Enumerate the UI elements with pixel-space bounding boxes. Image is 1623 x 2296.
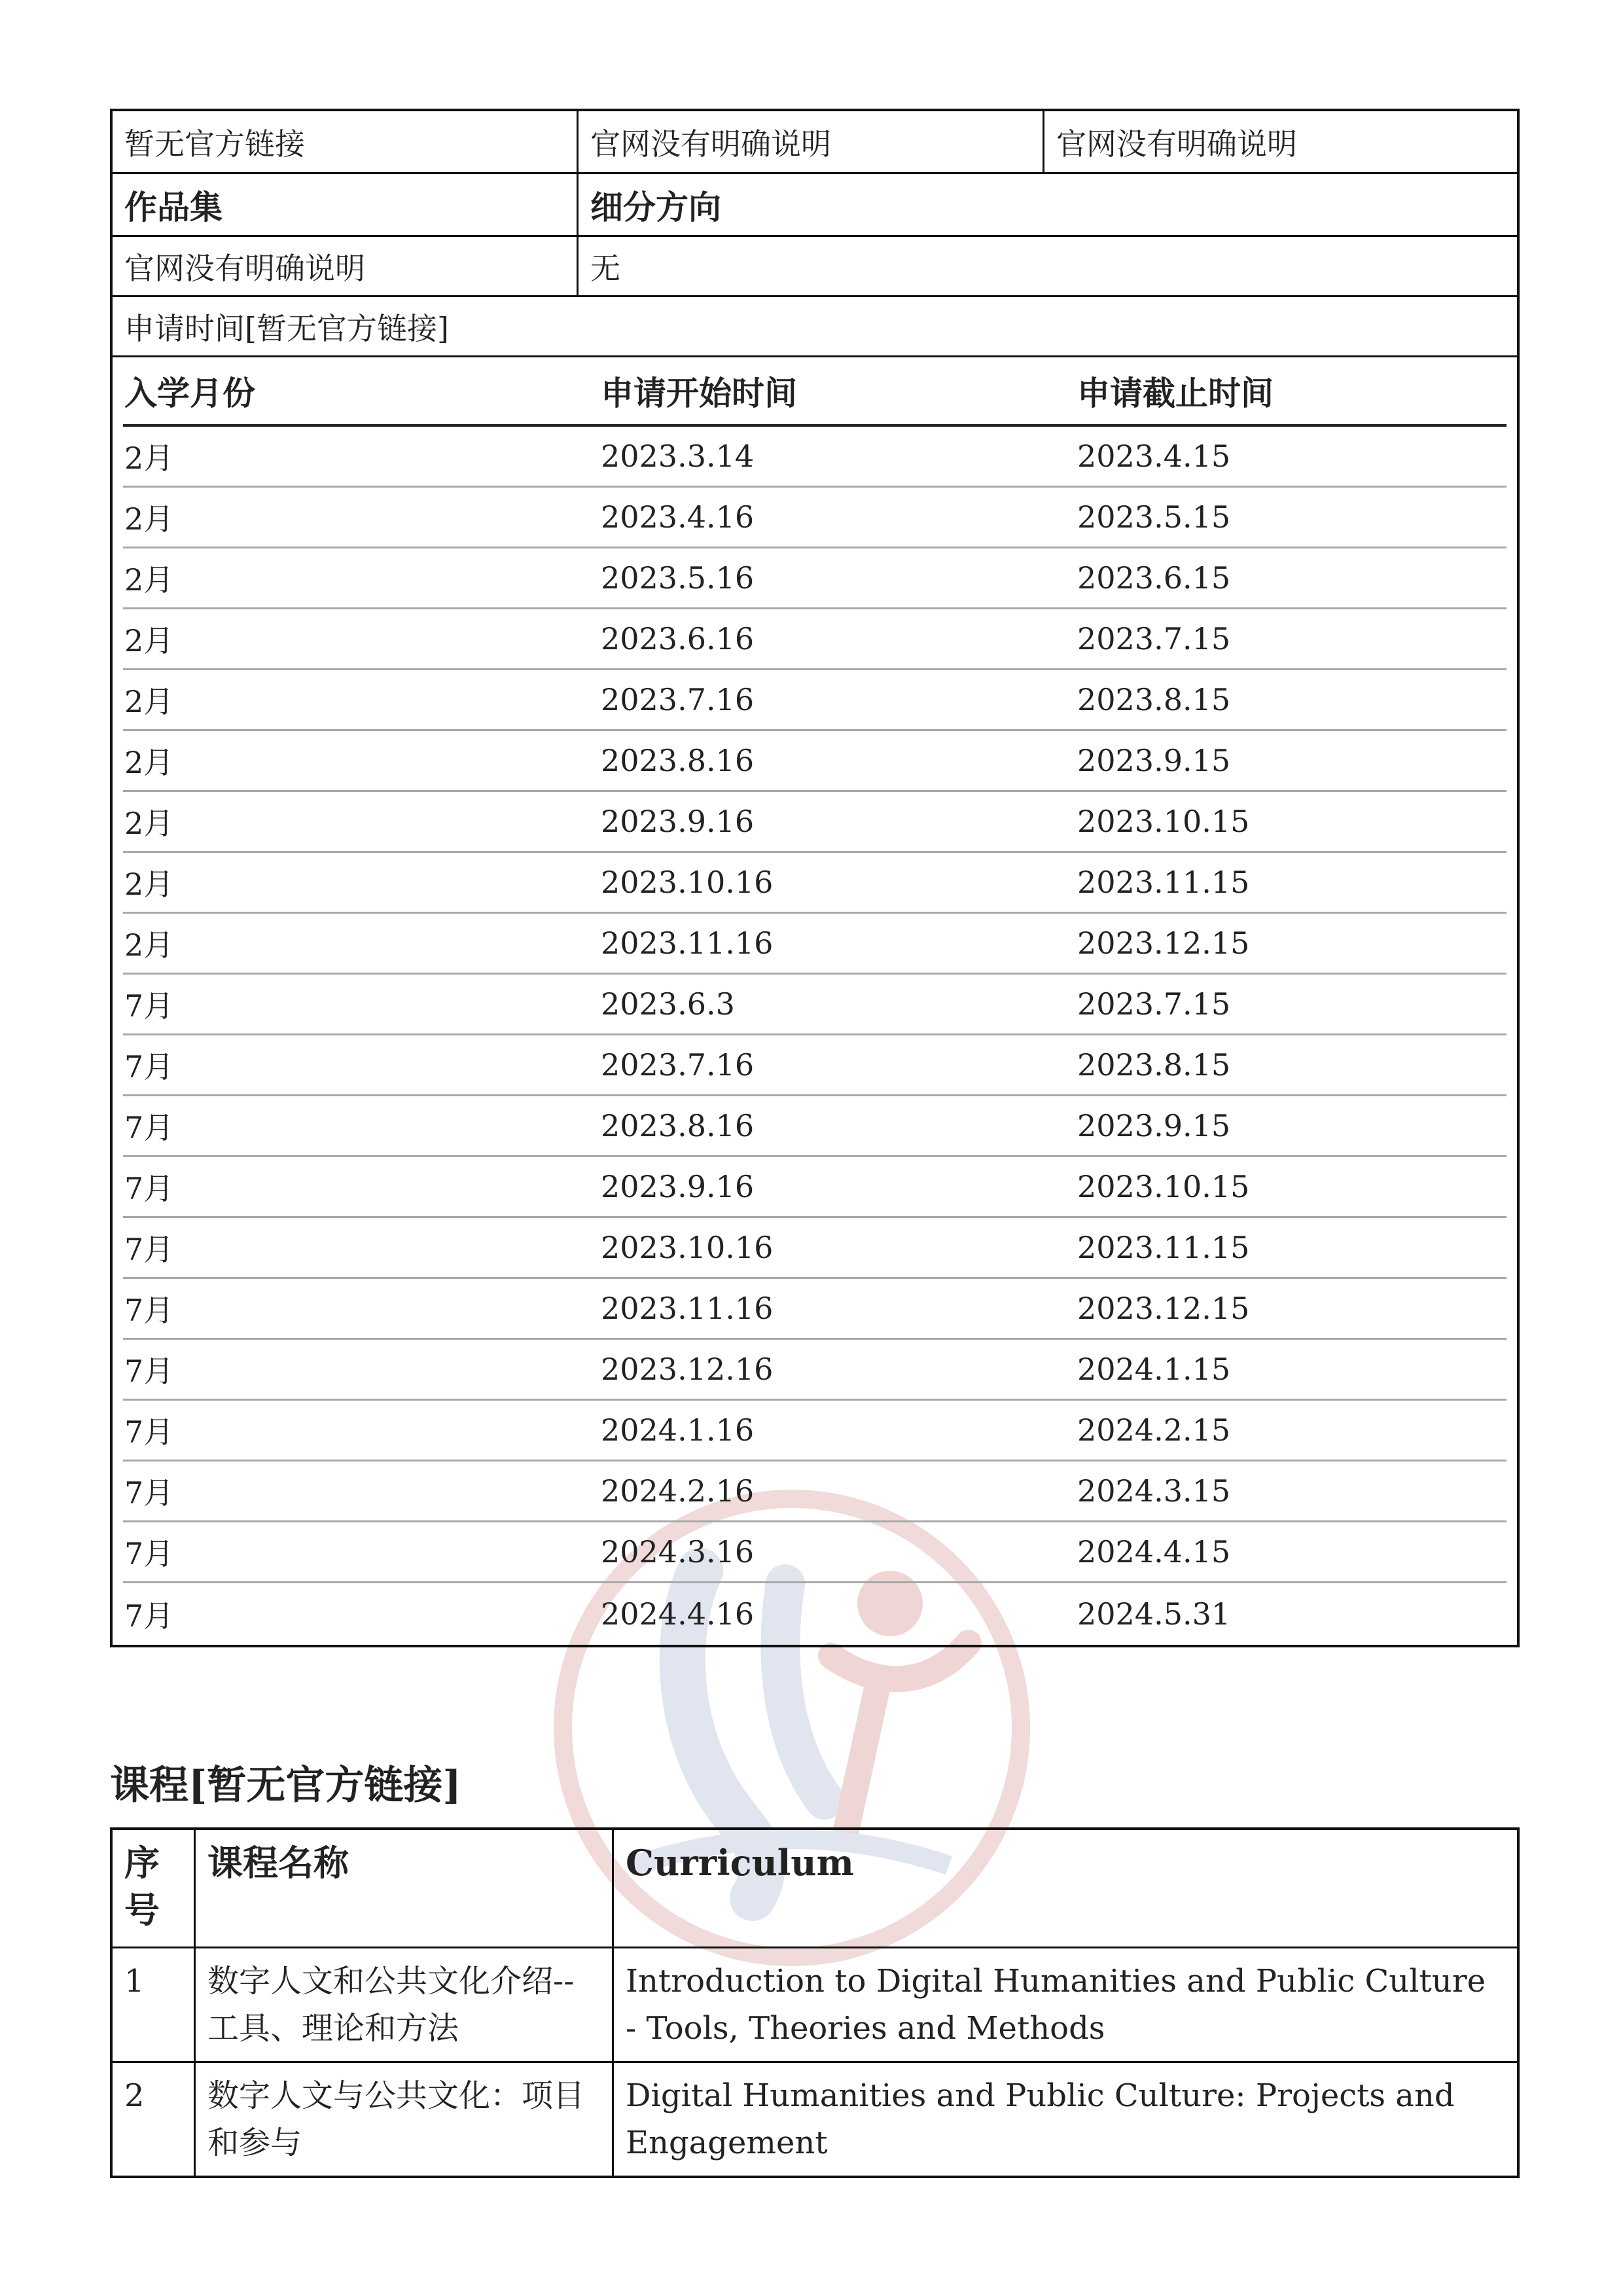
header-start-date: 申请开始时间 — [599, 357, 1076, 425]
start-date: 2023.12.16 — [599, 1338, 1076, 1399]
table-row — [123, 1095, 1507, 1156]
dates-header-row — [123, 357, 1507, 425]
header-intake-month: 入学月份 — [123, 357, 599, 425]
table-row — [123, 425, 1507, 486]
deadline: 2024.4.15 — [1076, 1521, 1507, 1582]
table-row — [123, 1338, 1507, 1399]
deadline: 2023.10.15 — [1076, 791, 1507, 852]
table-row — [123, 791, 1507, 852]
deadline: 2024.2.15 — [1076, 1399, 1507, 1460]
info-header-row — [113, 174, 1517, 237]
start-date: 2023.4.16 — [599, 486, 1076, 547]
intake-month: 7月 — [123, 1095, 599, 1156]
application-dates-wrap — [113, 357, 1517, 1645]
header-index: 序号 — [111, 1829, 195, 1948]
start-date: 2023.7.16 — [599, 669, 1076, 730]
intake-month: 2月 — [123, 486, 599, 547]
deadline: 2023.10.15 — [1076, 1156, 1507, 1217]
table-row — [123, 608, 1507, 669]
info-row — [113, 111, 1517, 174]
course-name-en: Digital Humanities and Public Culture: Projects and Engagement — [613, 2062, 1519, 2178]
table-row — [111, 2062, 1518, 2178]
application-time-row — [113, 297, 1517, 357]
courses-table — [110, 1827, 1520, 2178]
table-row — [123, 1582, 1507, 1645]
course-index: 1 — [111, 1948, 195, 2062]
intake-month: 7月 — [123, 1217, 599, 1278]
course-index: 2 — [111, 2062, 195, 2178]
deadline: 2023.11.15 — [1076, 852, 1507, 912]
table-row — [123, 669, 1507, 730]
intake-month: 7月 — [123, 1278, 599, 1338]
table-row — [123, 973, 1507, 1034]
courses-header-row — [111, 1829, 1518, 1948]
deadline: 2023.9.15 — [1076, 1095, 1507, 1156]
table-row — [123, 1217, 1507, 1278]
start-date: 2023.6.3 — [599, 973, 1076, 1034]
intake-month: 2月 — [123, 912, 599, 973]
table-row — [123, 486, 1507, 547]
start-date: 2023.8.16 — [599, 1095, 1076, 1156]
deadline: 2024.5.31 — [1077, 1596, 1231, 1632]
intake-month: 7月 — [124, 1598, 174, 1634]
deadline: 2023.12.15 — [1076, 912, 1507, 973]
header-curriculum: Curriculum — [613, 1829, 1519, 1948]
deadline: 2023.8.15 — [1076, 669, 1507, 730]
table-row — [123, 912, 1507, 973]
intake-month: 2月 — [123, 669, 599, 730]
program-info-table — [110, 109, 1520, 1647]
table-row — [123, 547, 1507, 608]
header-deadline: 申请截止时间 — [1076, 357, 1507, 425]
course-name-en: Introduction to Digital Humanities and Public Culture - Tools, Theories and Methods — [613, 1948, 1519, 2062]
deadline: 2023.4.15 — [1076, 425, 1507, 486]
deadline: 2024.3.15 — [1076, 1460, 1507, 1521]
start-date: 2024.4.16 — [601, 1596, 755, 1632]
deadline: 2023.6.15 — [1076, 547, 1507, 608]
start-date: 2023.8.16 — [599, 730, 1076, 791]
info-cell: 暂无官方链接 — [113, 111, 579, 172]
table-row — [123, 1399, 1507, 1460]
application-dates-table — [123, 357, 1507, 1645]
specialization-heading: 细分方向 — [590, 187, 721, 226]
intake-month: 7月 — [123, 1460, 599, 1521]
table-row — [123, 852, 1507, 912]
table-row — [123, 1156, 1507, 1217]
application-dates-row — [113, 357, 1517, 1645]
deadline: 2023.8.15 — [1076, 1034, 1507, 1095]
course-name-cn: 数字人文和公共文化介绍--工具、理论和方法 — [195, 1948, 613, 2062]
deadline: 2024.1.15 — [1076, 1338, 1507, 1399]
intake-month: 7月 — [123, 1034, 599, 1095]
specialization-value: 无 — [590, 250, 620, 286]
portfolio-value: 官网没有明确说明 — [113, 237, 579, 295]
info-row — [113, 237, 1517, 297]
intake-month: 7月 — [123, 973, 599, 1034]
deadline: 2023.12.15 — [1076, 1278, 1507, 1338]
start-date: 2023.11.16 — [599, 912, 1076, 973]
table-row — [123, 1278, 1507, 1338]
intake-month: 2月 — [123, 547, 599, 608]
start-date: 2023.3.14 — [599, 425, 1076, 486]
info-cell: 官网没有明确说明 — [579, 111, 1044, 172]
table-row — [123, 1521, 1507, 1582]
deadline: 2023.7.15 — [1076, 973, 1507, 1034]
deadline: 2023.11.15 — [1076, 1217, 1507, 1278]
application-time-label: 申请时间[暂无官方链接] — [124, 310, 449, 346]
start-date: 2024.2.16 — [599, 1460, 1076, 1521]
start-date: 2023.7.16 — [599, 1034, 1076, 1095]
start-date: 2023.9.16 — [599, 791, 1076, 852]
start-date: 2024.3.16 — [599, 1521, 1076, 1582]
course-name-cn: 数字人文与公共文化：项目和参与 — [195, 2062, 613, 2178]
table-row — [123, 730, 1507, 791]
intake-month: 2月 — [123, 425, 599, 486]
start-date: 2023.6.16 — [599, 608, 1076, 669]
intake-month: 2月 — [123, 852, 599, 912]
portfolio-heading: 作品集 — [113, 174, 579, 235]
start-date: 2023.5.16 — [599, 547, 1076, 608]
table-row — [123, 1460, 1507, 1521]
deadline: 2023.9.15 — [1076, 730, 1507, 791]
table-row — [123, 1034, 1507, 1095]
info-cell: 官网没有明确说明 — [1056, 126, 1297, 162]
intake-month: 7月 — [123, 1156, 599, 1217]
header-course-name: 课程名称 — [195, 1829, 613, 1948]
intake-month: 2月 — [123, 608, 599, 669]
intake-month: 2月 — [123, 791, 599, 852]
table-row — [111, 1948, 1518, 2062]
intake-month: 7月 — [123, 1521, 599, 1582]
intake-month: 7月 — [123, 1338, 599, 1399]
intake-month: 7月 — [123, 1399, 599, 1460]
start-date: 2023.10.16 — [599, 1217, 1076, 1278]
deadline: 2023.5.15 — [1076, 486, 1507, 547]
start-date: 2023.11.16 — [599, 1278, 1076, 1338]
start-date: 2023.9.16 — [599, 1156, 1076, 1217]
start-date: 2024.1.16 — [599, 1399, 1076, 1460]
courses-section-title: 课程[暂无官方链接] — [110, 1763, 461, 1808]
start-date: 2023.10.16 — [599, 852, 1076, 912]
deadline: 2023.7.15 — [1076, 608, 1507, 669]
intake-month: 2月 — [123, 730, 599, 791]
